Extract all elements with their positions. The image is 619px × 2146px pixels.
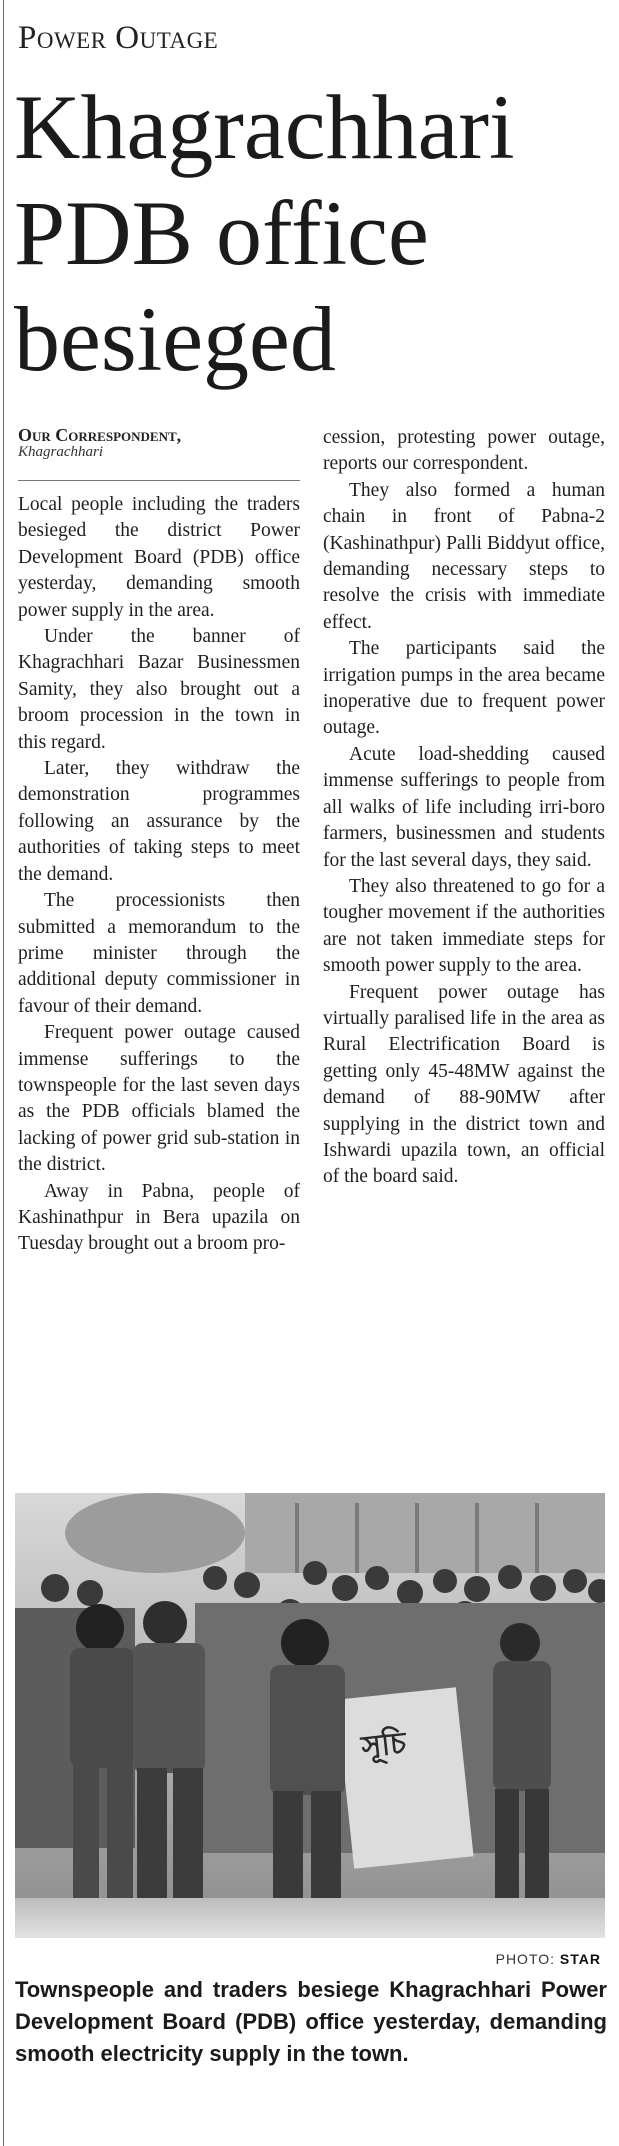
paragraph: Later, they withdraw the demonstration programmes following an assurance by the authorities of taking steps to meet the demand. bbox=[18, 758, 300, 885]
photo-credit-label: PHOTO: bbox=[495, 1951, 556, 1967]
paragraph: Acute load-shedding caused immense sufferings to people from all walks of life including irri-boro farmers, businessmen and students for the last several days, they said. bbox=[323, 743, 605, 871]
article-column-1 bbox=[18, 492, 300, 1258]
photo-credit-source: STAR bbox=[559, 1951, 601, 1967]
photo-caption: Townspeople and traders besiege Khagrachhari Power Development Board (PDB) office yesterday, demanding smooth electricity supply in the town. bbox=[15, 1977, 607, 2066]
banner-text: সূচি bbox=[359, 1725, 408, 1766]
paragraph: Frequent power outage caused immense sufferings to the townspeople for the last seven days as the PDB officials blamed the lacking of power grid sub-station in the district. bbox=[18, 1022, 300, 1176]
article-column-2 bbox=[323, 425, 605, 1191]
paragraph: Under the banner of Khagrachhari Bazar Businessmen Samity, they also brought out a broom procession in the town in this regard. bbox=[18, 626, 300, 753]
paragraph: The participants said the irrigation pumps in the area became inoperative due to frequent power outage. bbox=[323, 638, 605, 739]
paragraph: Frequent power outage has virtually paralised life in the area as Rural Electrification Board is getting only 45-48MW against the demand of 88-90MW after supplying in the district town and Ishwardi upazila town, an official of the board said. bbox=[323, 981, 605, 1188]
paragraph: The processionists then submitted a memorandum to the prime minister through the additional deputy commissioner in favour of their demand. bbox=[18, 890, 300, 1017]
column-rule bbox=[3, 0, 4, 2146]
byline bbox=[18, 425, 300, 461]
byline-divider bbox=[18, 480, 300, 481]
byline-place: Khagrachhari bbox=[18, 444, 104, 460]
paragraph-continuation: cession, protesting power outage, reports our correspondent. bbox=[323, 427, 605, 475]
photo-credit bbox=[496, 1951, 601, 1967]
headline: Khagrachhari PDB office besieged bbox=[14, 76, 515, 390]
news-photo bbox=[15, 1493, 605, 1938]
paragraph: They also threatened to go for a tougher movement if the authorities are not taken immediate steps for smooth power supply to the area. bbox=[323, 875, 605, 977]
paragraph: Local people including the traders besieged the district Power Development Board (PDB) office yesterday, demanding smooth power supply in the area. bbox=[18, 494, 300, 621]
paragraph: They also formed a human chain in front of Pabna-2 (Kashinathpur) Palli Biddyut office, demanding necessary steps to resolve the crisis with immediate effect. bbox=[323, 479, 605, 633]
byline-name: Our Correspondent, bbox=[18, 425, 182, 445]
section-kicker: Power Outage bbox=[18, 20, 219, 56]
paragraph: Away in Pabna, people of Kashinathpur in Bera upazila on Tuesday brought out a broom pro- bbox=[18, 1180, 300, 1255]
